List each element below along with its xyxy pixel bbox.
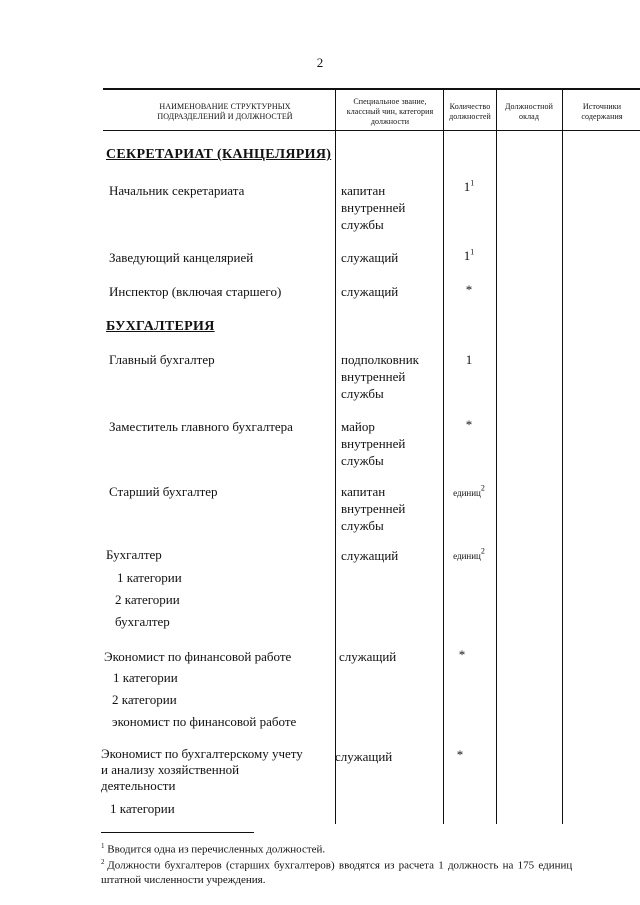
column-divider-4 [562,89,563,824]
page-number: 2 [316,55,324,70]
quantity-cell: $1^1$ [463,178,475,194]
footnote-2: $^2$ Должности бухгалтеров (старших бухгалтеров) вводятся из расчета 1 должность на 175 единиц штатной численности учреждения. [101,858,573,886]
subcategory-item: 1 категории [117,570,182,585]
rank-cell: капитан внутренней службы [341,183,406,232]
rank-cell: служащий [341,548,399,563]
column-divider-1 [335,89,336,824]
column-divider-3 [496,89,497,824]
rank-cell: служащий [335,749,393,764]
header-quantity: Количество должностей [449,102,491,121]
header-funding-sources: Источники содержания [581,102,623,121]
subcategory-item: бухгалтер [115,614,170,629]
quantity-cell: 1 [465,352,473,367]
subcategory-item: 2 категории [112,692,177,707]
rank-cell: служащий [341,284,399,299]
header-rank: Специальное звание, классный чин, категория должности [346,97,434,126]
quantity-cell: единиц$^2$ [453,483,485,498]
footnote-ref: 2 [480,546,485,556]
footnote-ref: 1 [470,178,475,188]
header-structural-units: НАИМЕНОВАНИЕ СТРУКТУРНЫХ ПОДРАЗДЕЛЕНИЙ И ДОЛЖНОСТЕЙ [157,102,293,121]
subcategory-item: экономист по финансовой работе [112,714,297,729]
quantity-cell: * [458,647,466,662]
position-name: Старший бухгалтер [109,484,218,499]
quantity-cell: * [465,282,473,297]
quantity-cell: $1^1$ [463,247,475,263]
rank-cell: служащий [339,649,397,664]
footnote-separator [101,832,254,833]
position-name: Экономист по финансовой работе [104,649,292,664]
table-top-rule [103,88,640,90]
position-name: Начальник секретариата [109,183,245,198]
section-title-secretariat: СЕКРЕТАРИАТ (КАНЦЕЛЯРИЯ) [106,147,332,162]
position-name: Заместитель главного бухгалтера [109,419,293,434]
subcategory-item: 1 категории [113,670,178,685]
subcategory-item: 2 категории [115,592,180,607]
header-salary: Должностной оклад [504,102,554,121]
rank-cell: служащий [341,250,399,265]
rank-cell: майор внутренней службы [341,419,406,468]
header-bottom-rule [103,130,640,131]
rank-cell: капитан внутренней службы [341,484,406,533]
footnote-ref: 1 [470,247,475,257]
quantity-cell: * [456,747,464,762]
subcategory-item: 1 категории [110,801,175,816]
footnote-ref: 2 [480,483,485,493]
position-name: Заведующий канцелярией [109,250,254,265]
section-title-accounting: БУХГАЛТЕРИЯ [106,319,215,334]
footnote-1: $^1$ Вводится одна из перечисленных должностей. [101,842,326,856]
position-name: Бухгалтер [106,547,162,562]
column-divider-2 [443,89,444,824]
position-name: Инспектор (включая старшего) [109,284,282,299]
rank-cell: подполковник внутренней службы [341,352,419,401]
quantity-cell: единиц$^2$ [453,546,485,561]
position-name: Главный бухгалтер [109,352,215,367]
quantity-cell: * [465,417,473,432]
position-name: Экономист по бухгалтерскому учету и анализу хозяйственной деятельности [101,746,303,793]
